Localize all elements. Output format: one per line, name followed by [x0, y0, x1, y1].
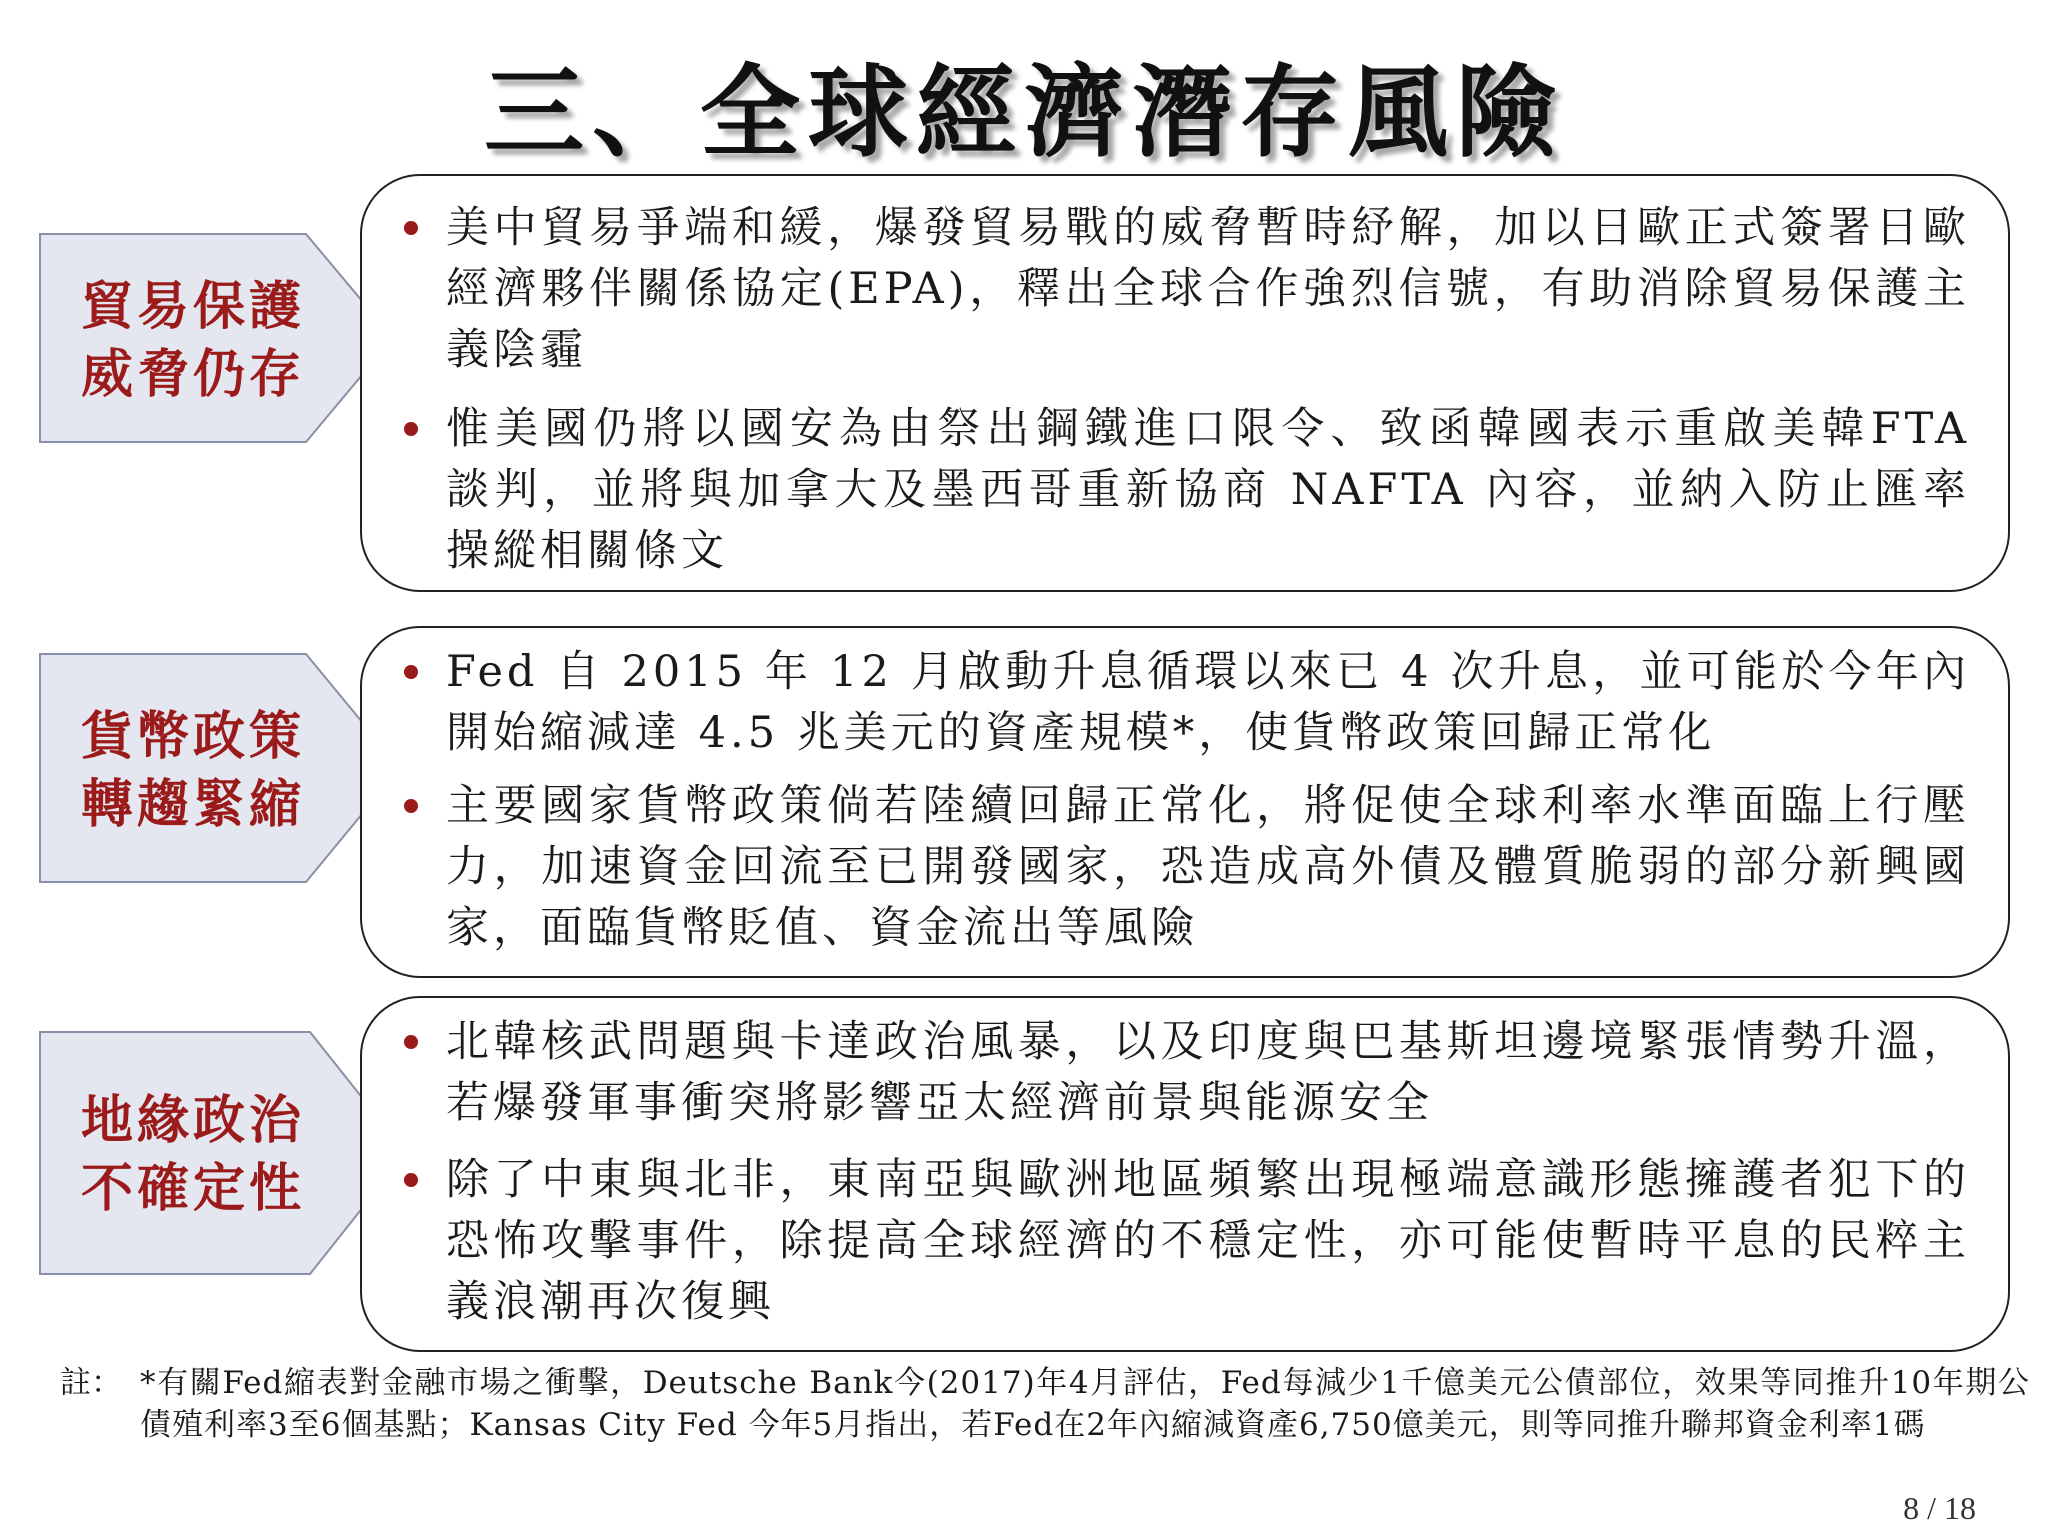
- bullet-text: 除了中東與北非，東南亞與歐洲地區頻繁出現極端意識形態擁護者犯下的恐怖攻擊事件，除提高全球經濟的不穩定性，亦可能使暫時平息的民粹主義浪潮再次復興: [446, 1155, 1970, 1327]
- bullet-dot-icon: [404, 1173, 418, 1187]
- section-label-monetary-policy: [38, 652, 408, 884]
- bullet-dot-icon: [404, 799, 418, 813]
- section-label-line1: 貿易保護: [80, 276, 305, 337]
- page-number: 8 / 18: [1903, 1490, 1976, 1526]
- section-label-line2: 轉趨緊縮: [80, 774, 305, 835]
- slide-title: 三、全球經濟潛存風險: [484, 54, 1564, 171]
- bullet-text: 北韓核武問題與卡達政治風暴，以及印度與巴基斯坦邊境緊張情勢升溫，若爆發軍事衝突將影響亞太經濟前景與能源安全: [446, 1017, 1970, 1128]
- bullet-list: [402, 198, 1970, 582]
- bullet-item: [402, 198, 1970, 381]
- footnote: [60, 1362, 2030, 1446]
- bullet-list: [402, 642, 1970, 959]
- section-panel-trade-protection: [360, 174, 2010, 592]
- bullet-dot-icon: [404, 422, 418, 436]
- bullet-item: [402, 399, 1970, 582]
- bullet-dot-icon: [404, 665, 418, 679]
- bullet-item: [402, 776, 1970, 959]
- bullet-item: [402, 642, 1970, 764]
- bullet-text: Fed 自 2015 年 12 月啟動升息循環以來已 4 次升息，並可能於今年內開始縮減達 4.5 兆美元的資產規模*，使貨幣政策回歸正常化: [446, 647, 1970, 758]
- section-panel-monetary-policy: [360, 626, 2010, 978]
- bullet-text: 惟美國仍將以國安為由祭出鋼鐵進口限令、致函韓國表示重啟美韓FTA 談判，並將與加拿大及墨西哥重新協商 NAFTA 內容，並納入防止匯率操縱相關條文: [446, 404, 1970, 576]
- footnote-prefix: 註：: [60, 1365, 122, 1401]
- bullet-text: 主要國家貨幣政策倘若陸續回歸正常化，將促使全球利率水準面臨上行壓力，加速資金回流至已開發國家，恐造成高外債及體質脆弱的部分新興國家，面臨貨幣貶值、資金流出等風險: [446, 781, 1970, 953]
- bullet-item: [402, 1150, 1970, 1333]
- bullet-text: 美中貿易爭端和緩，爆發貿易戰的威脅暫時紓解，加以日歐正式簽署日歐經濟夥伴關係協定(EPA)，釋出全球合作強烈信號，有助消除貿易保護主義陰霾: [446, 203, 1970, 375]
- section-label-trade-protection: [38, 232, 408, 444]
- section-label-line2: 不確定性: [80, 1158, 305, 1219]
- bullet-dot-icon: [404, 221, 418, 235]
- section-label-line1: 地緣政治: [80, 1090, 305, 1151]
- section-label-line2: 威脅仍存: [80, 344, 305, 405]
- section-panel-geopolitics: [360, 996, 2010, 1352]
- footnote-text: *有關Fed縮表對金融市場之衝擊，Deutsche Bank今(2017)年4月評估，Fed每減少1千億美元公債部位，效果等同推升10年期公債殖利率3至6個基點；Kansas City Fed 今年5月指出，若Fed在2年內縮減資產6,750億美元，則等同推升聯邦資金利率1碼: [140, 1365, 2030, 1443]
- section-label-line1: 貨幣政策: [80, 706, 305, 767]
- bullet-dot-icon: [404, 1035, 418, 1049]
- bullet-list: [402, 1012, 1970, 1333]
- section-label-geopolitics: [38, 1030, 408, 1276]
- bullet-item: [402, 1012, 1970, 1134]
